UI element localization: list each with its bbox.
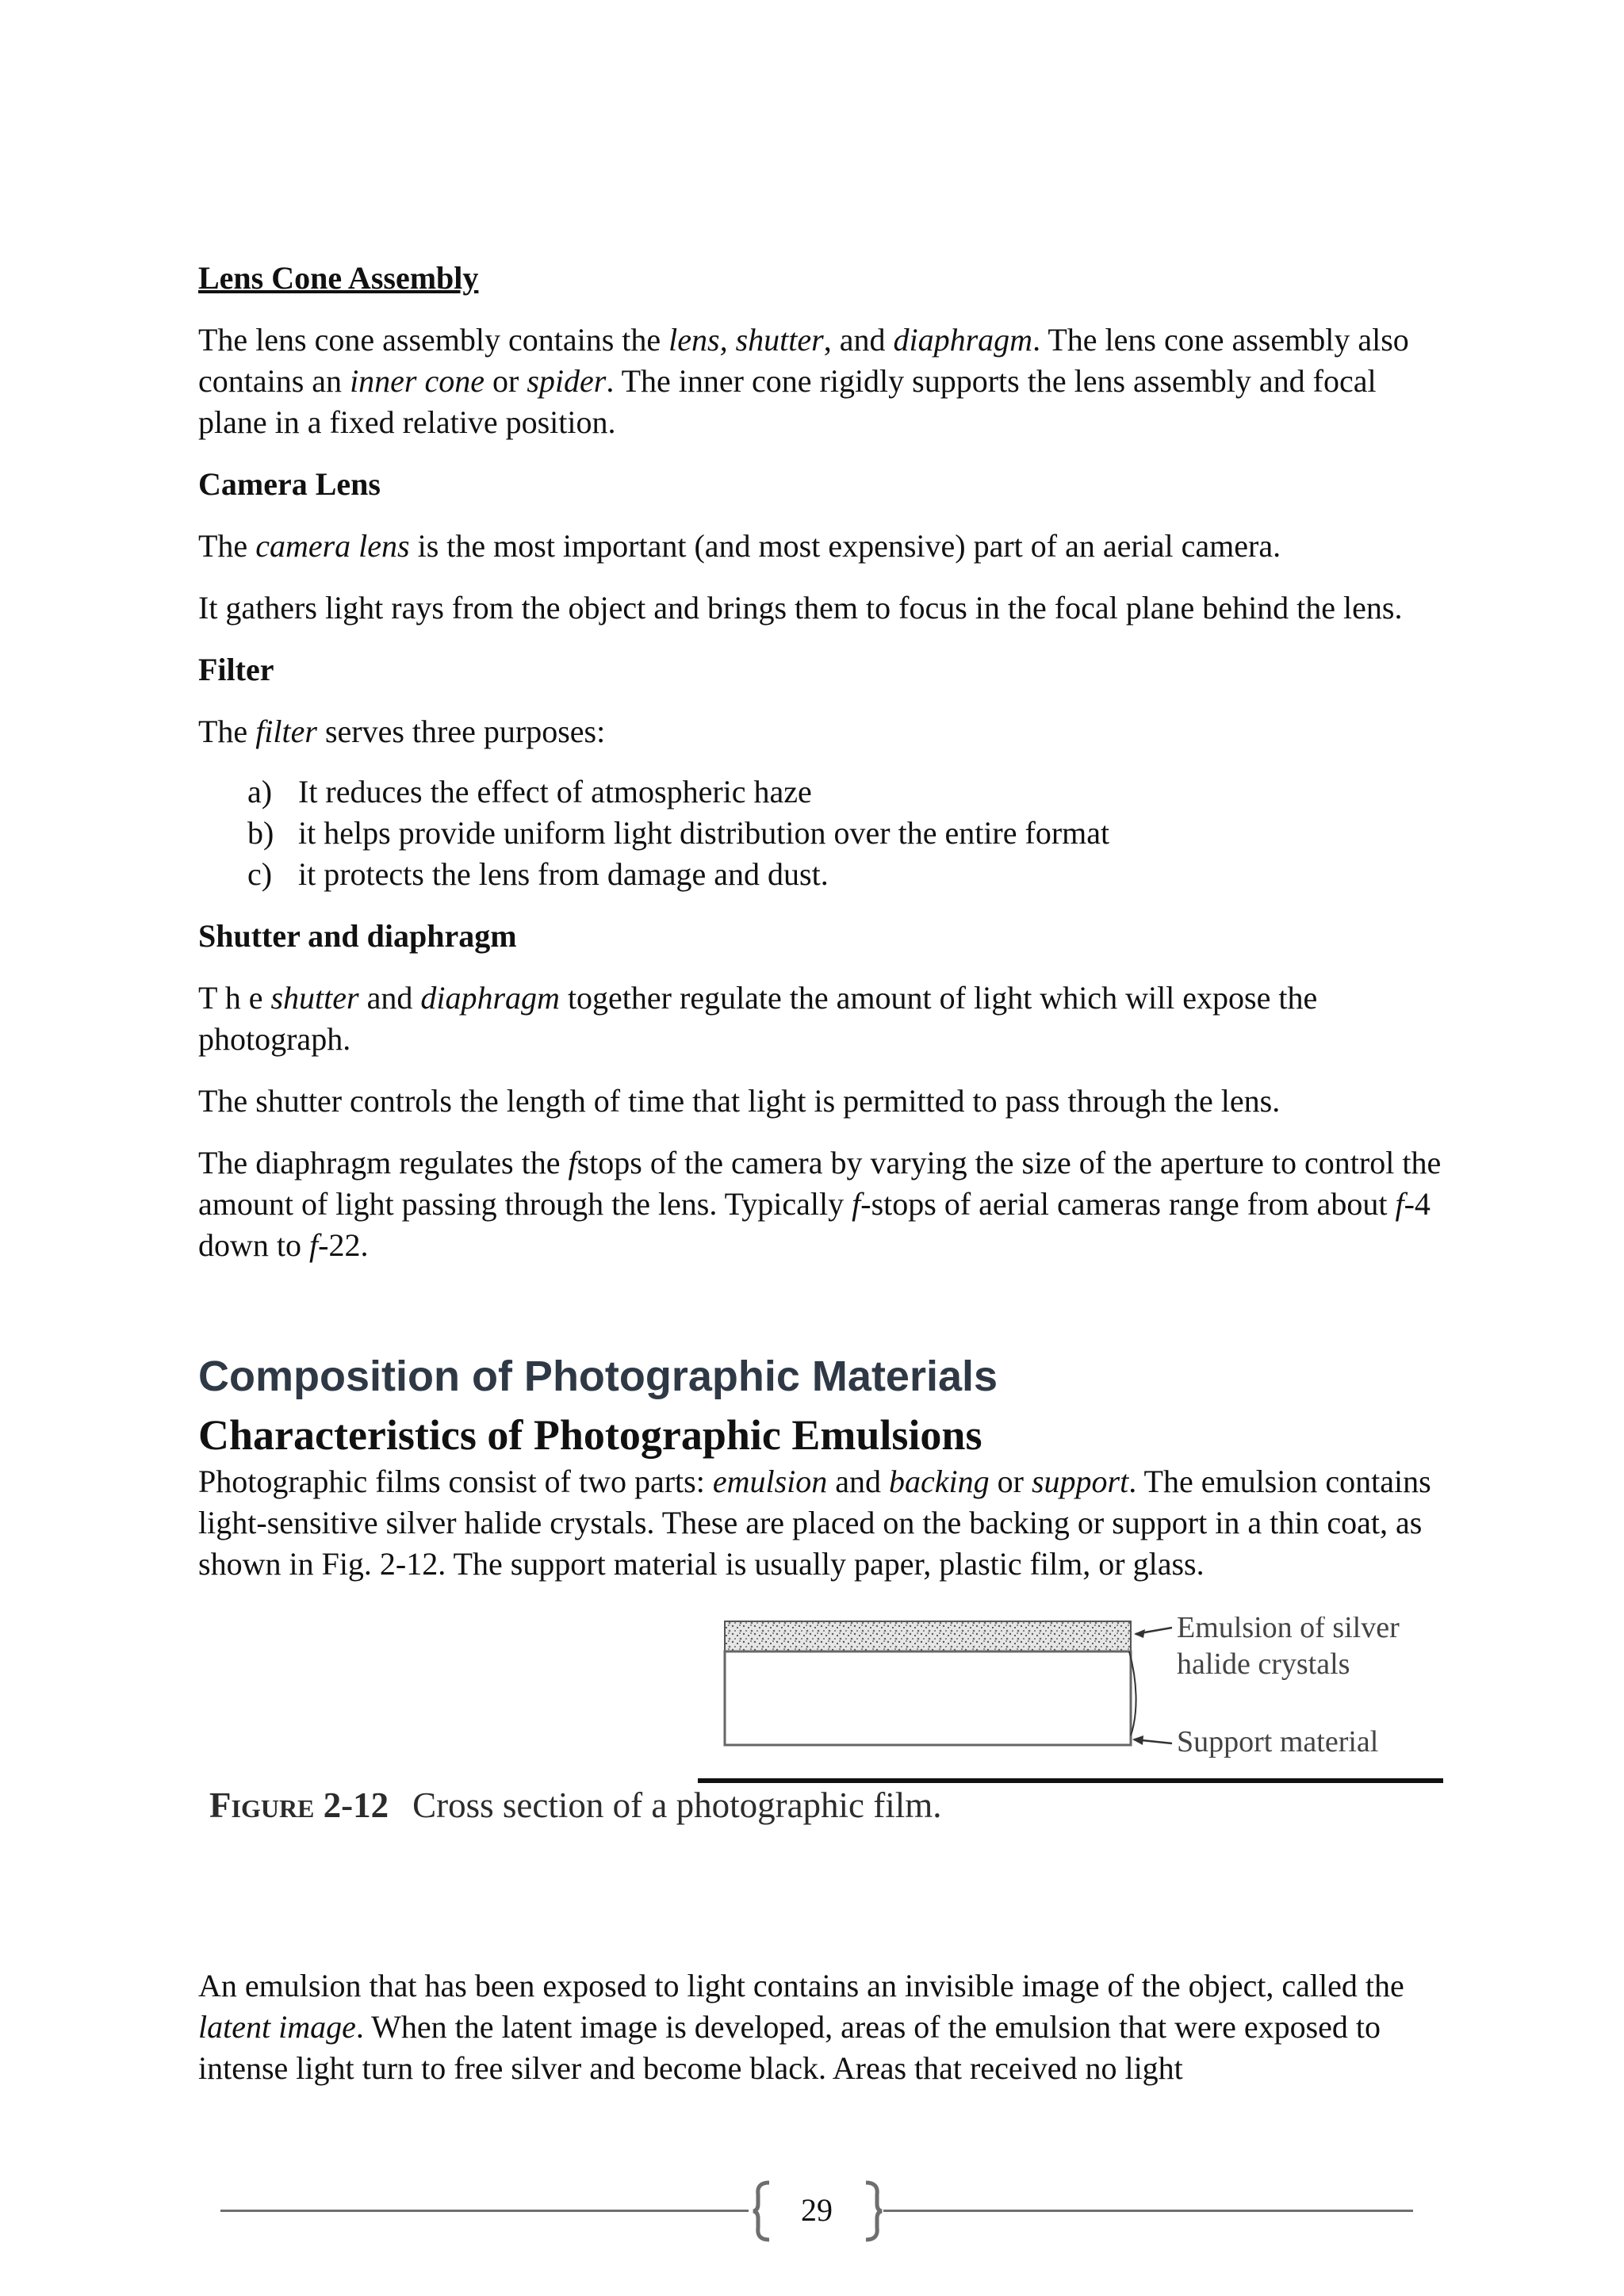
film-cross-section-diagram	[198, 1617, 1443, 1783]
figure-caption	[209, 1783, 942, 1827]
paragraph-filter-intro: The filter serves three purposes:	[198, 714, 606, 749]
section-title: Composition of Photographic Materials	[198, 1353, 998, 1400]
figure-caption-text: Cross section of a photographic film.	[412, 1785, 942, 1825]
list-item: a) It reduces the effect of atmospheric haze	[247, 774, 812, 809]
left-brace-ornament	[752, 2180, 772, 2242]
paragraph-lens-cone: The lens cone assembly contains the lens, shutter, and diaphragm. The lens cone assembly also contains an inner cone or spider. The inner cone rigidly supports the lens assembly and focal plane in a fixed relative position.	[198, 322, 1409, 440]
figure-caption-label: Figure 2-12	[209, 1785, 389, 1825]
paragraph-camera-lens-2: It gathers light rays from the object and brings them to focus in the focal plane behind the lens.	[198, 590, 1403, 626]
paragraph-latent-image: An emulsion that has been exposed to light contains an invisible image of the object, called the latent image. When the latent image is developed, areas of the emulsion that were exposed to intense light turn to free silver and become black. Areas that received no light	[198, 1968, 1404, 2086]
paragraph-shutter-1: T h e shutter and diaphragm together regulate the amount of light which will expose the photograph.	[198, 980, 1318, 1057]
right-brace-ornament	[863, 2180, 883, 2242]
footer-rule-right	[883, 2210, 1413, 2212]
list-item: c) it protects the lens from damage and dust.	[247, 856, 829, 892]
heading-shutter-diaphragm: Shutter and diaphragm	[198, 918, 517, 954]
heading-camera-lens: Camera Lens	[198, 466, 381, 502]
label-emulsion-line1: Emulsion of silver	[1177, 1617, 1400, 1644]
paragraph-camera-lens-1: The camera lens is the most important (and most expensive) part of an aerial camera.	[198, 528, 1281, 564]
subsection-title: Characteristics of Photographic Emulsions	[198, 1411, 982, 1459]
figure-film-cross-section	[198, 1617, 1443, 1854]
heading-lens-cone-assembly: Lens Cone Assembly	[198, 260, 479, 296]
heading-filter: Filter	[198, 652, 274, 687]
paragraph-shutter-2: The shutter controls the length of time that light is permitted to pass through the lens.	[198, 1083, 1281, 1119]
paragraph-shutter-3: The diaphragm regulates the fstops of the camera by varying the size of the aperture to control the amount of light passing through the lens. Typically f-stops of aerial cameras range from about f-4 down to f-22.	[198, 1145, 1442, 1263]
footer-rule-left	[220, 2210, 749, 2212]
support-layer	[725, 1651, 1131, 1745]
filter-purposes-list	[198, 771, 1443, 895]
page-content	[198, 258, 1443, 2089]
list-item: b) it helps provide uniform light distribution over the entire format	[247, 815, 1110, 851]
emulsion-layer	[725, 1621, 1131, 1651]
label-support-material: Support material	[1177, 1725, 1379, 1758]
paragraph-composition: Photographic films consist of two parts: emulsion and backing or support. The emulsion contains light-sensitive silver halide crystals. These are placed on the backing or support in a thin coat, as shown in Fig. 2-12. The support material is usually paper, plastic film, or glass.	[198, 1464, 1431, 1582]
label-emulsion-line2: halide crystals	[1177, 1647, 1350, 1681]
page-number: 29	[801, 2192, 833, 2228]
